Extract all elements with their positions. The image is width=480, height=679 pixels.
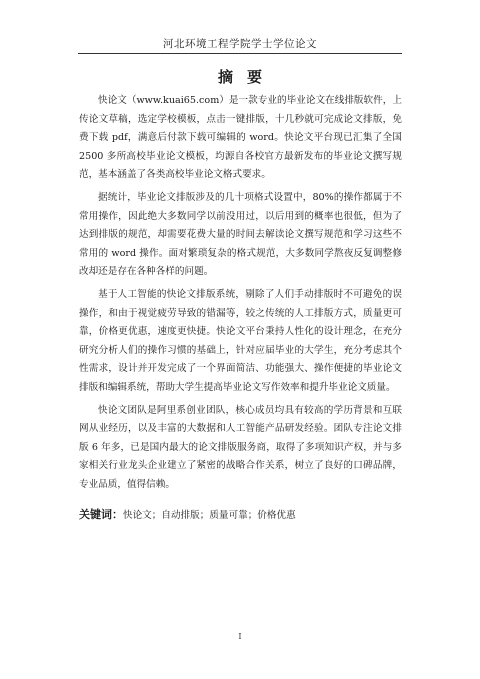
abstract-paragraph-4: 快论文团队是阿里系创业团队，核心成员均具有较高的学历背景和互联网从业经历，以及丰富的大数据和人工智能产品研发经验。团队专注论文排版 6 年多，已是国内最大的论文排版服务商，取得了多项知识产权，并与多家相关行业龙头企业建立了紧密的战略合作关系，树立了良好的口碑品牌，专业品质，值得信赖。 <box>79 404 402 490</box>
page-number: I <box>238 632 242 641</box>
keywords-text: 快论文；自动排版；质量可靠；价格优惠 <box>123 510 296 522</box>
header-rule <box>78 53 402 54</box>
keywords-label: 关键词： <box>79 508 123 522</box>
running-header: 河北环境工程学院学士学位论文 <box>163 38 317 50</box>
abstract-paragraph-1: 快论文（www.kuai65.com）是一款专业的毕业论文在线排版软件，上传论文草稿，选定学校模板，点击一键排版，十几秒就可完成论文排版，免费下载 pdf，满意后付款下载可编辑的 word。快论文平台现已汇集了全国 2500 多所高校毕业论文模板，均源自各校官方最新发布的毕业论文撰写规范，基本涵盖了各类高校毕业论文格式要求。 <box>79 95 402 181</box>
abstract-paragraph-2: 据统计，毕业论文排版涉及的几十项格式设置中，80%的操作都属于不常用操作，因此绝大多数同学以前没用过，以后用到的概率也很低，但为了达到排版的规范，却需要花费大量的时间去解读论文撰写规范和学习这些不常用的 word 操作。面对繁琐复杂的格式规范，大多数同学熬夜反复调整修改却还是存在各种各样的问题。 <box>79 191 402 278</box>
abstract-body <box>79 92 402 525</box>
abstract-title: 摘要 <box>217 68 276 86</box>
keywords-line <box>79 506 402 525</box>
abstract-paragraph-3: 基于人工智能的快论文排版系统，剔除了人们手动排版时不可避免的误操作，和由于视觉疲劳导致的错漏等，较之传统的人工排版方式，质量更可靠，价格更优惠，速度更快捷。快论文平台秉持人性化的设计理念，在充分研究分析人们的操作习惯的基础上，针对应届毕业的大学生，充分考虑其个性需求，设计并开发完成了一个界面简洁、功能强大、操作便捷的毕业论文排版和编辑系统，帮助大学生提高毕业论文写作效率和提升毕业论文质量。 <box>79 288 402 393</box>
